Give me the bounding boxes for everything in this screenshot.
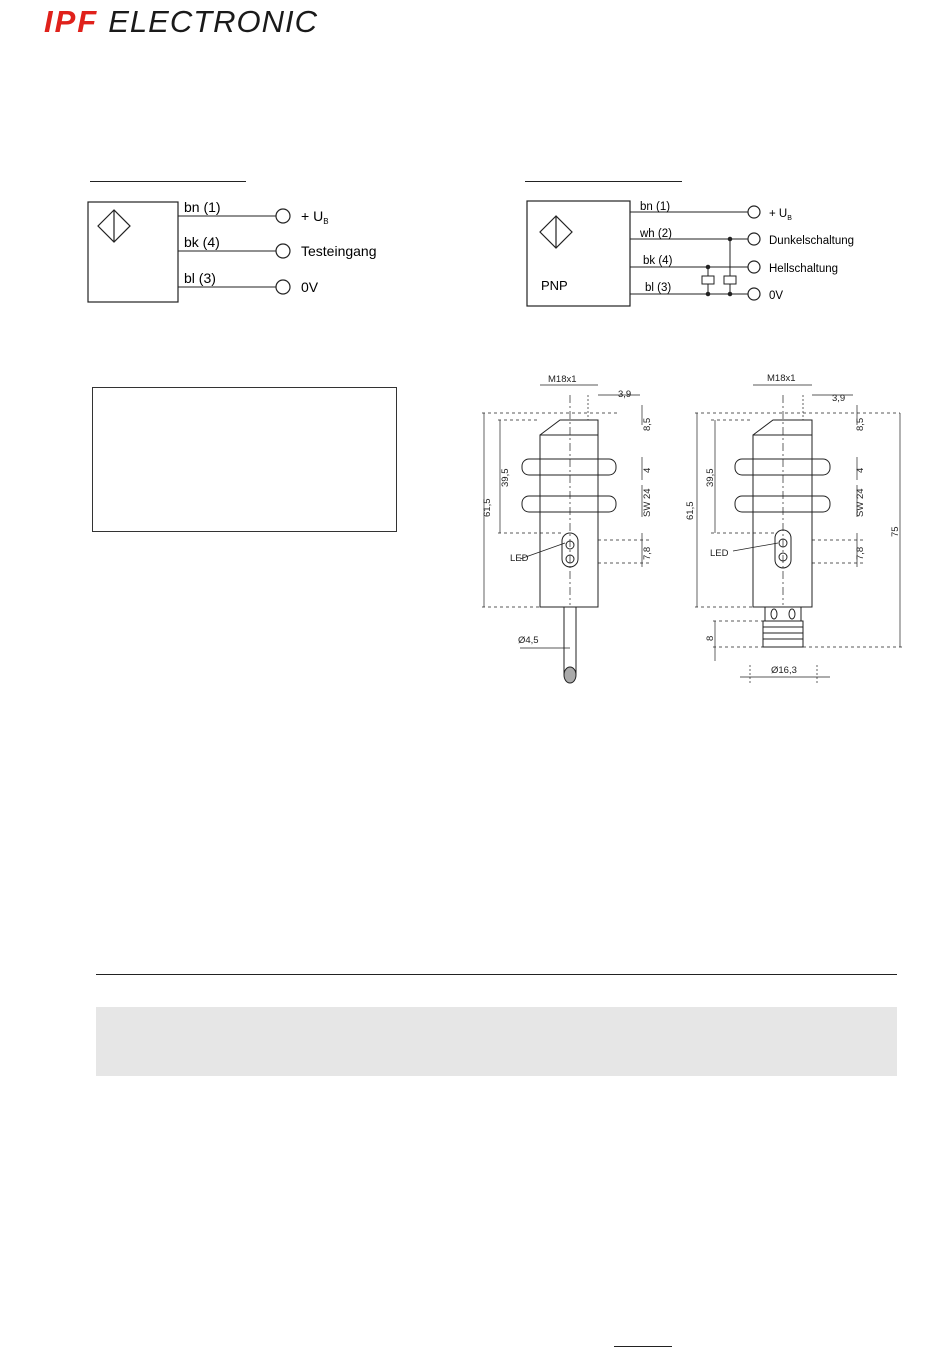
brand-logo-ipf: IPF: [44, 4, 99, 39]
terminal-circle: [748, 288, 760, 300]
dim-8: 8: [705, 635, 716, 641]
dim-7-8: 7,8: [642, 546, 653, 560]
wire-label-wh: wh (2): [640, 228, 672, 240]
terminal-label-testeingang: Testeingang: [301, 243, 377, 259]
terminal-label-hellschaltung: Hellschaltung: [769, 263, 839, 275]
table-top-rule: [96, 974, 897, 975]
info-box: [92, 387, 397, 532]
terminal-circle: [748, 261, 760, 273]
dim-diameter: Ø16,3: [771, 665, 797, 676]
wiring-diagram-right: [520, 192, 880, 312]
terminal-label-ub: + $U_B$: [301, 208, 329, 226]
dim-cable-diameter: Ø4,5: [518, 635, 539, 646]
terminal-label-dunkelschaltung: Dunkelschaltung: [769, 235, 855, 247]
dim-sw24: SW 24: [642, 488, 653, 517]
wire-label-bn: bn (1): [184, 199, 221, 215]
terminal-circle: [276, 244, 290, 258]
dim-3-9: 3,9: [618, 389, 632, 400]
dimension-drawing-connector: [685, 365, 910, 690]
dim-thread: M18x1: [548, 374, 577, 385]
dim-thread: M18x1: [767, 373, 796, 384]
terminal-circle: [276, 280, 290, 294]
dimension-drawing-cable: [470, 365, 670, 700]
wire-label-bn: bn (1): [640, 201, 671, 213]
dim-4: 4: [855, 467, 866, 473]
footer-rule: [614, 1346, 672, 1347]
dim-8-5: 8,5: [642, 417, 653, 431]
dim-8-5: 8,5: [855, 417, 866, 431]
sensor-body-left: [88, 202, 178, 302]
brand-logo-electronic: ELECTRONIC: [108, 4, 319, 39]
dim-39-5: 39,5: [500, 468, 511, 487]
dim-sw24: SW 24: [855, 488, 866, 517]
terminal-circle: [748, 233, 760, 245]
dim-3-9: 3,9: [832, 393, 846, 404]
wire-label-bk: bk (4): [643, 255, 673, 267]
dim-61-5: 61,5: [685, 501, 696, 520]
terminal-label-0v: 0V: [301, 279, 319, 295]
dim-7-8: 7,8: [855, 546, 866, 560]
dim-39-5: 39,5: [705, 468, 716, 487]
terminal-circle: [276, 209, 290, 223]
wiring-diagram-left: [80, 190, 410, 315]
section-rule-right: [525, 181, 682, 182]
led-label: LED: [710, 548, 729, 559]
terminal-circle: [748, 206, 760, 218]
terminal-label-ub: + $U_B$: [769, 208, 792, 222]
wire-label-bl: bl (3): [184, 270, 216, 286]
led-label: LED: [510, 553, 529, 564]
brand-logo: [44, 4, 319, 39]
sensor-type-label: PNP: [541, 278, 568, 293]
dim-61-5: 61,5: [482, 498, 493, 517]
terminal-label-0v: 0V: [769, 290, 784, 302]
section-rule-left: [90, 181, 246, 182]
table-row: [96, 1007, 897, 1076]
wire-label-bl: bl (3): [645, 282, 672, 294]
dim-75: 75: [890, 526, 901, 537]
dim-4: 4: [642, 467, 653, 473]
wire-label-bk: bk (4): [184, 234, 220, 250]
